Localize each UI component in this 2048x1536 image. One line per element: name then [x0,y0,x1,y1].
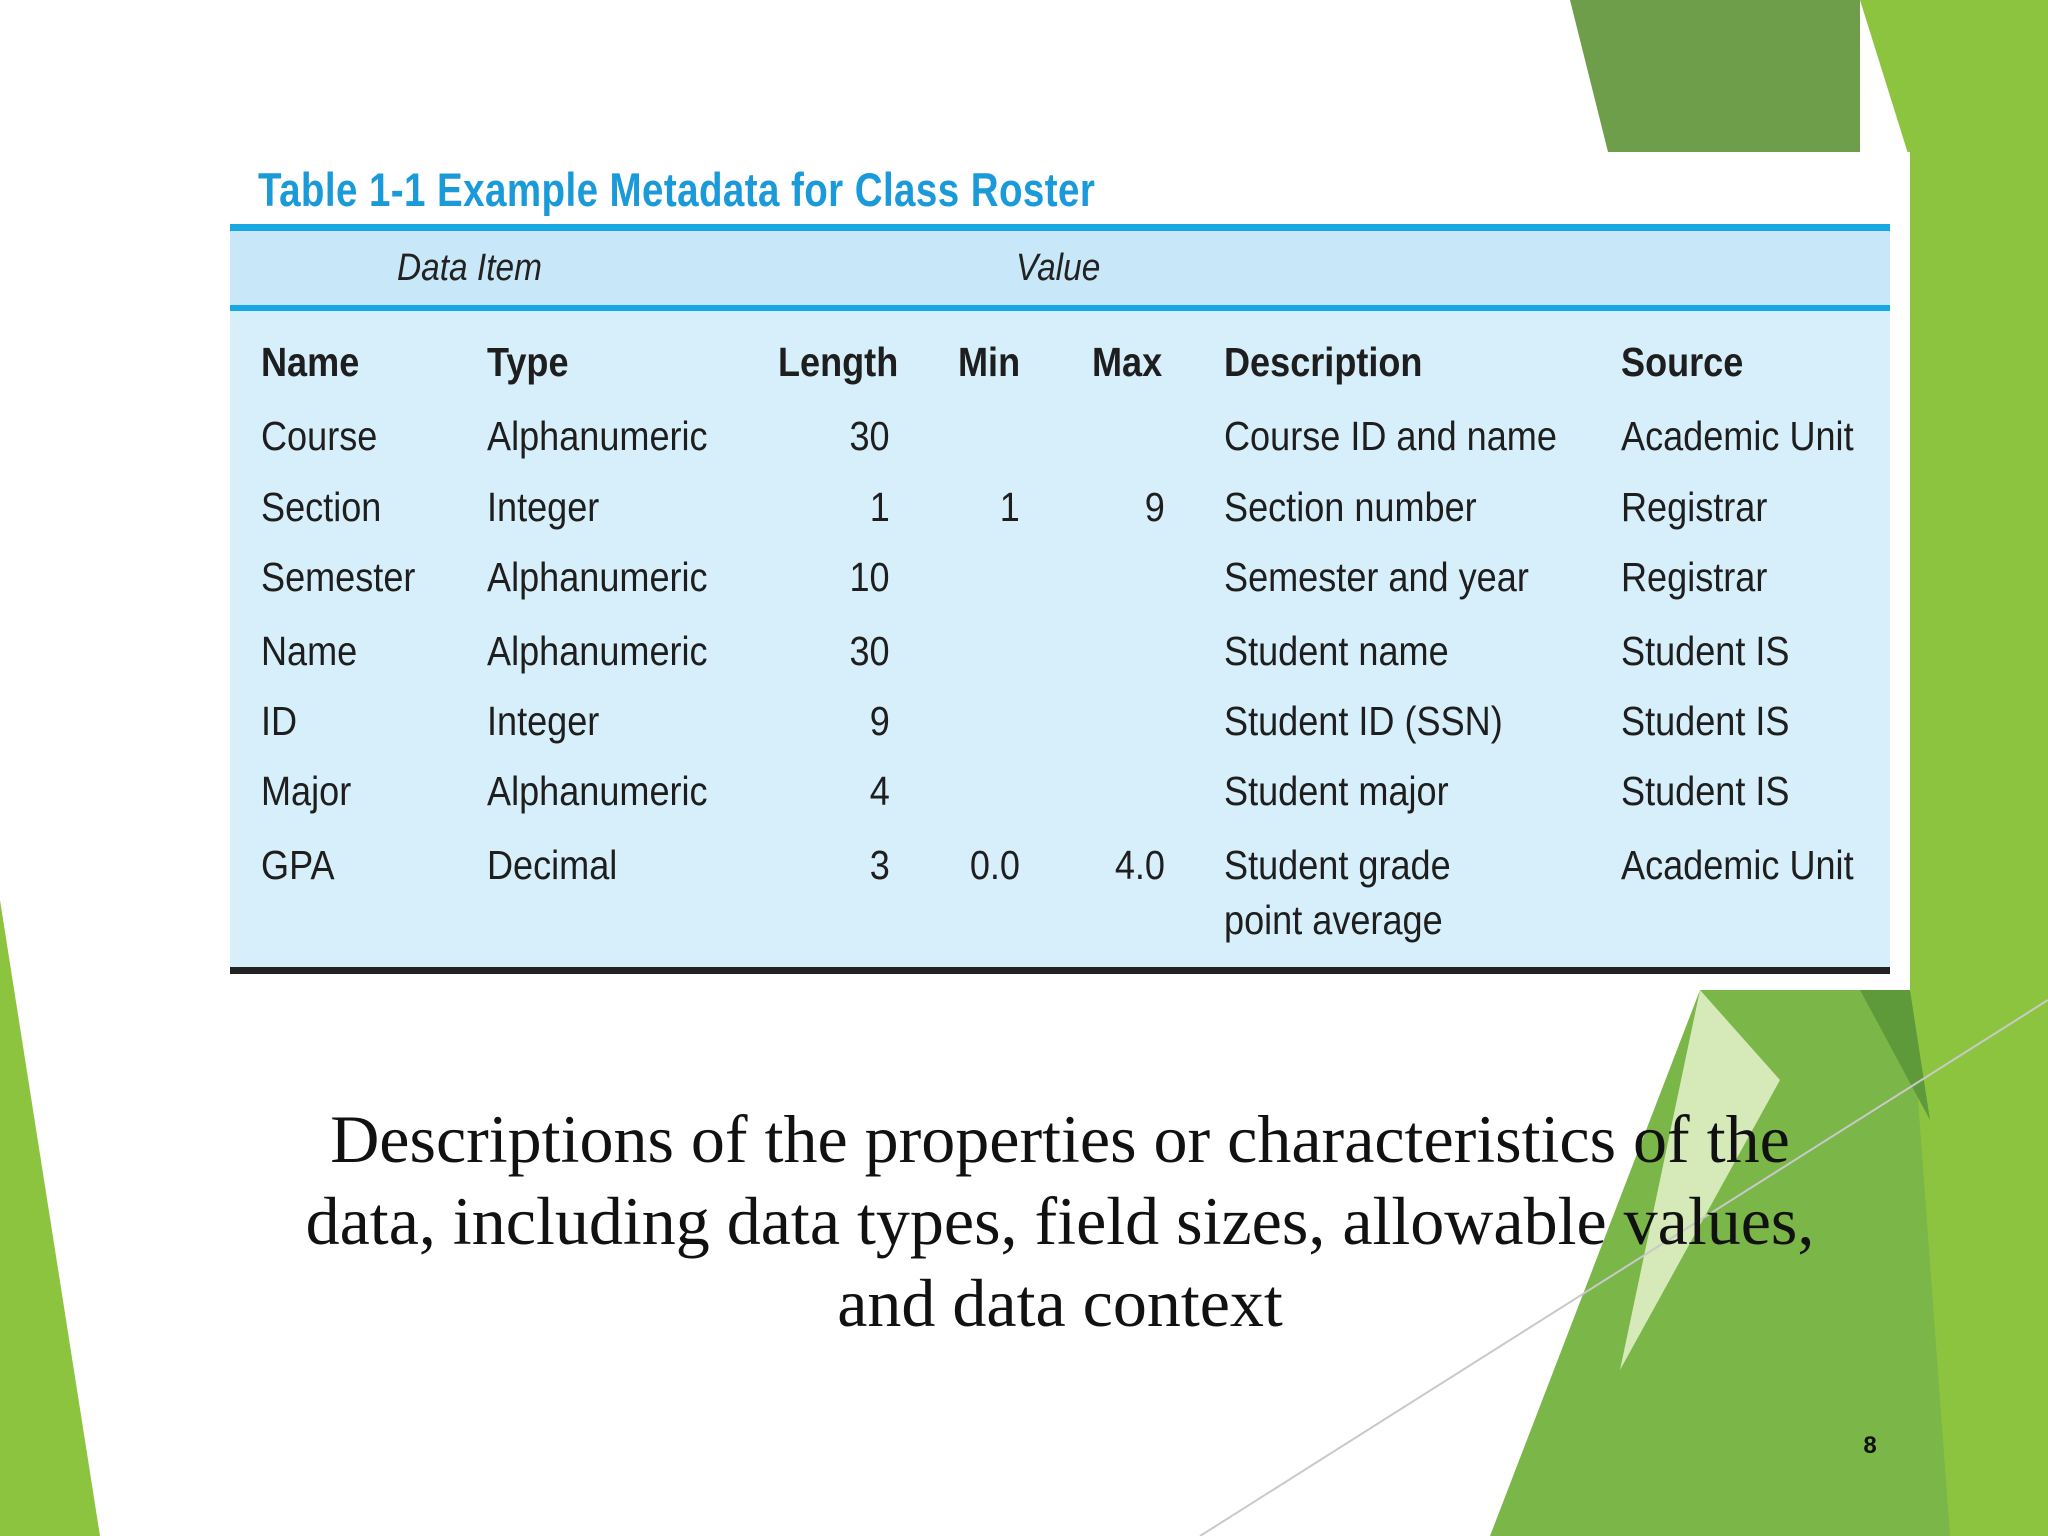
caption-line: data, including data types, field sizes, allowable values, [305,1183,1815,1259]
table-cell: Student name [1224,628,1449,674]
table-cell: Semester [261,554,416,600]
slide-caption [150,1098,1970,1344]
table-cell: 3 [869,842,890,888]
table-cell: Course ID and name [1224,413,1557,459]
table-cell: 30 [849,413,890,459]
table-cell: Academic Unit [1621,842,1854,888]
table-cell: 1 [999,484,1020,530]
table-cell: Registrar [1621,484,1768,530]
table-cell: Student ID (SSN) [1224,698,1503,744]
right-dark-green-facet [1570,0,1860,160]
group-label-value: Value [1016,247,1101,289]
table-cell: Alphanumeric [487,768,708,814]
table-cell: Student IS [1621,628,1790,674]
table-cell: Alphanumeric [487,554,708,600]
table-cell: Registrar [1621,554,1768,600]
table-cell: Alphanumeric [487,628,708,674]
metadata-table [230,224,1890,974]
table-title: Table 1-1 Example Metadata for Class Roster [258,163,1096,216]
table-cell: Major [261,768,352,814]
left-green-triangle [0,900,100,1536]
table-cell: Section number [1224,484,1477,530]
table-cell: 4 [869,768,890,814]
table-group-header [230,231,1890,311]
caption-line: Descriptions of the properties or characteristics of the [330,1101,1790,1177]
table-cell: Integer [487,698,600,744]
table-cell: Semester and year [1224,554,1529,600]
column-header-name: Name [261,339,360,385]
table-cell: Course [261,413,378,459]
column-header-min: Min [958,339,1021,385]
table-cell: Student major [1224,768,1449,814]
table-cell: 0.0 [969,842,1020,888]
table-cell: Decimal [487,842,618,888]
page-number: 8 [1863,1432,1877,1459]
column-header-length: Length [778,339,899,385]
table-cell: 9 [869,698,890,744]
caption-line: and data context [837,1265,1283,1341]
table-cell: Student IS [1621,768,1790,814]
table-cell: Integer [487,484,600,530]
column-header-source: Source [1621,339,1744,385]
column-header-max: Max [1092,339,1163,385]
table-cell: Section [261,484,382,530]
table-cell: ID [261,698,298,744]
table-cell: GPA [261,842,335,888]
column-header-type: Type [487,339,569,385]
table-cell: Name [261,628,358,674]
table-cell: 1 [869,484,890,530]
table-cell: 30 [849,628,890,674]
table-cell: Student IS [1621,698,1790,744]
metadata-table-card [228,152,1910,990]
table-cell: 9 [1144,484,1165,530]
table-cell: Alphanumeric [487,413,708,459]
table-cell: Academic Unit [1621,413,1854,459]
table-cell: Student grade [1224,842,1451,888]
table-cell: 10 [849,554,890,600]
group-label-data-item: Data Item [397,247,542,289]
table-cell: 4.0 [1114,842,1165,888]
table-cell-continuation: point average [1224,897,1443,943]
column-header-description: Description [1224,339,1423,385]
